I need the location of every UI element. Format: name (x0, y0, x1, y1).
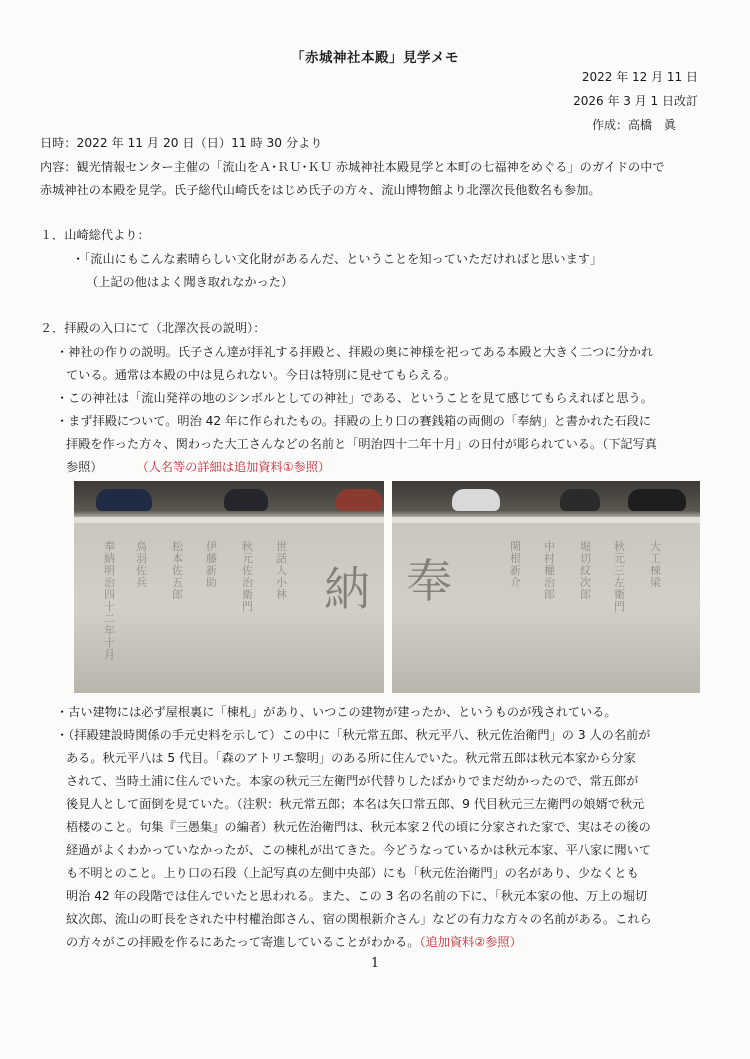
stone-edge (74, 517, 384, 523)
carved-inscription: 鳥羽佐兵 (136, 540, 147, 589)
s2-bullet-4: ・古い建物には必ず屋根裏に「棟札」があり、いつこの建物が建ったか、というものが残されている。 (56, 705, 617, 719)
s2-bullet-5-line-2: ある。秋元平八は 5 代目。「森のアトリエ黎明」のある所に住んでいた。秋元常五郎は秋元本家から分家 (66, 751, 636, 765)
page-title: 「赤城神社本殿」見学メモ (291, 50, 459, 66)
appendix-2-reference: （追加資料②参照） (419, 935, 522, 949)
s2-bullet-1-line-2: ている。通常は本殿の中は見られない。今日は特別に見せてもらえる。 (66, 368, 456, 382)
datetime-line: 日時：2022 年 11 月 20 日（日）11 時 30 分より (40, 136, 323, 150)
section-1-heading: １．山崎総代より： (40, 228, 150, 242)
shoe-shape (452, 489, 500, 511)
carved-character: 奉 (406, 554, 452, 608)
carved-inscription: 松本佐五郎 (172, 540, 183, 601)
page-number: 1 (370, 956, 380, 971)
see-photo-text: 参照） (66, 460, 103, 474)
content-line-1: 内容：観光情報センター主催の「流山をＡ･ＲＵ･ＫＵ 赤城神社本殿見学と本町の七福神をめぐる」のガイドの中で (40, 160, 665, 174)
stone-step-photo-left (74, 481, 384, 693)
stone-edge (392, 517, 700, 523)
date-revised: 2026 年 3 月 1 日改訂 (573, 94, 698, 108)
s2-bullet-5-line-6: 経過がよくわかっていなかったが、この棟札が出てきた。今どうなっているかは秋元本家、平八家に聞いて (66, 843, 651, 857)
s2-bullet-2: ・この神社は「流山発祥の地のシンボルとしての神社」である、ということを見て感じてもらえればと思う。 (56, 391, 653, 405)
shoe-shape (336, 489, 382, 511)
stone-step-photo-right (392, 481, 700, 693)
s2-bullet-5-line-8: 明治 42 年の段階では住んでいたと思われる。また、この 3 名の名前の下に、「秋元本家の他、万上の堀切 (66, 889, 648, 903)
carved-inscription: 秋元佐治衛門 (242, 540, 253, 613)
s2-bullet-3-line-3 (66, 460, 330, 476)
carved-inscription: 関根新介 (510, 540, 521, 589)
section-1-note: （上記の他はよく聞き取れなかった） (86, 275, 294, 289)
shoe-shape (96, 489, 152, 511)
s2-bullet-1-line-1: ・神社の作りの説明。氏子さん達が拝礼する拝殿と、拝殿の奥に神様を祀ってある本殿と大きく二つに分かれ (56, 345, 654, 359)
s2-bullet-5-line-1: ・（拝殿建設時関係の手元史料を示して）この中に「秋元常五郎、秋元平八、秋元佐治衛門」の 3 人の名前が (56, 728, 651, 742)
s2-bullet-5-line-3: されて、当時土浦に住んでいた。本家の秋元三左衛門が代替りしたばかりでまだ幼かったので、常五郎が (66, 774, 639, 788)
s2-bullet-5-line-5: 梧楼のこと。句集『三愚集』の編者）秋元佐治衛門は、秋元本家２代の頃に分家された家で、実はその後の (66, 820, 651, 834)
author: 作成：高橋 眞 (591, 118, 676, 132)
carved-inscription: 中村權治郎 (544, 540, 555, 601)
donation-text: の方々がこの拝殿を作るにあたって寄進していることがわかる。 (66, 935, 420, 949)
carved-inscription: 大工棟梁 (650, 540, 661, 589)
shoe-shape (560, 489, 600, 511)
s2-bullet-3-line-1: ・まず拝殿について。明治 42 年に作られたもの。拝殿の上り口の賽銭箱の両側の「奉納」と書かれた石段に (56, 414, 652, 428)
s2-bullet-5-line-9: 紋次郎、流山の町長をされた中村權治郎さん、宿の関根新介さん」などの有力な方々の名前がある。これら (66, 912, 652, 926)
s2-bullet-5-line-4: 後見人として面倒を見ていた。（注釈：秋元常五郎；本名は矢口常五郎、9 代目秋元三左衛門の娘婿で秋元 (66, 797, 645, 811)
carved-inscription: 堀切紋次郎 (580, 540, 591, 601)
s2-bullet-5-line-7: も不明とのこと。上り口の石段（上記写真の左側中央部）にも「秋元佐治衛門」の名があり、少なくとも (66, 866, 639, 880)
carved-inscription: 奉納明治四十二年十月 (104, 540, 115, 661)
date-created: 2022 年 12 月 11 日 (581, 70, 698, 84)
carved-inscription: 世話人小林 (276, 540, 287, 601)
section-1-quote: ・「流山にもこんな素晴らしい文化財があるんだ、ということを知っていただければと思います」 (72, 252, 603, 266)
carved-inscription: 秋元三左衛門 (614, 540, 625, 613)
appendix-1-reference: （人名等の詳細は追加資料①参照） (136, 460, 331, 474)
carved-inscription: 伊藤新助 (206, 540, 217, 589)
section-2-heading: ２．拝殿の入口にて（北澤次長の説明）： (40, 321, 266, 335)
s2-bullet-5-line-10 (66, 935, 522, 951)
s2-bullet-3-line-2: 拝殿を作った方々、関わった大工さんなどの名前と「明治四十二年十月」の日付が彫られている。（下記写真 (66, 437, 657, 451)
content-line-2: 赤城神社の本殿を見学。氏子総代山崎氏をはじめ氏子の方々、流山博物館より北澤次長他数名も参加。 (40, 183, 601, 197)
shoe-shape (224, 489, 268, 511)
carved-character: 納 (324, 562, 370, 616)
shoe-shape (628, 489, 686, 511)
